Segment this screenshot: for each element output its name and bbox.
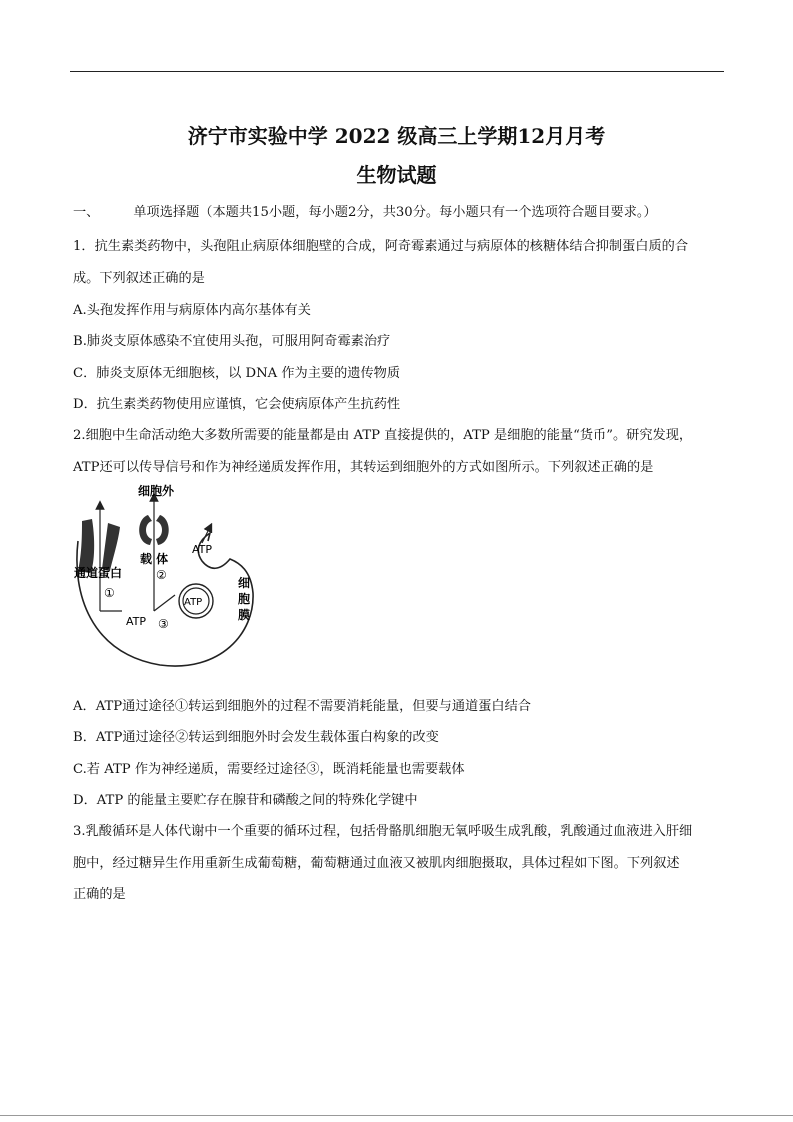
q1-option-d: D．抗生素类药物使用应谨慎，它会使病原体产生抗药性: [73, 397, 401, 412]
q2-option-a: A．ATP通过途径①转运到细胞外的过程不需要消耗能量，但要与通道蛋白结合: [73, 699, 531, 714]
q2-option-c: C.若 ATP 作为神经递质，需要经过途径③，既消耗能量也需要载体: [73, 762, 465, 777]
exam-title: 济宁市实验中学 2022 级高三上学期12月月考: [187, 124, 606, 148]
label-atp-outside: ATP: [192, 543, 213, 556]
label-outside: 细胞外: [138, 484, 175, 498]
label-path2: ②: [156, 568, 167, 582]
q1-option-b: B.肺炎支原体感染不宜使用头孢，可服用阿奇霉素治疗: [73, 334, 391, 349]
label-membrane-3: 膜: [238, 608, 251, 622]
footer-rule: [0, 1115, 793, 1116]
section-number: 一、: [73, 205, 100, 220]
q1-option-c: C．肺炎支原体无细胞核，以 DNA 作为主要的遗传物质: [73, 366, 401, 381]
q1-stem-line2: 成。下列叙述正确的是: [73, 271, 205, 286]
label-membrane-1: 细: [238, 576, 251, 590]
q3-stem-line2: 胞中，经过糖异生作用重新生成葡萄糖，葡萄糖通过血液又被肌肉细胞摄取，具体过程如下图。下列叙述: [73, 856, 680, 871]
label-path3: ③: [158, 617, 169, 631]
label-atp-vesicle: ATP: [184, 597, 203, 608]
section-instructions: 单项选择题（本题共15小题，每小题2分，共30分。每小题只有一个选项符合题目要求。）: [133, 205, 657, 220]
header-rule: [70, 71, 724, 72]
section-heading: [73, 204, 657, 222]
path3-line: [154, 595, 175, 611]
label-channel: 通道蛋白: [74, 566, 123, 580]
channel-protein-right: [102, 523, 120, 571]
atp-transport-figure: [70, 483, 270, 678]
label-carrier: 载 体: [140, 552, 169, 566]
q1-option-a: A.头孢发挥作用与病原体内高尔基体有关: [73, 303, 311, 318]
q2-stem-line1: 2.细胞中生命活动绝大多数所需要的能量都是由 ATP 直接提供的，ATP 是细胞的能量“货币”。研究发现，: [73, 428, 693, 443]
q3-stem-line3: 正确的是: [73, 887, 126, 902]
label-atp-inside: ATP: [126, 615, 147, 628]
exam-subtitle: 生物试题: [356, 163, 437, 187]
label-membrane-2: 胞: [238, 592, 251, 606]
channel-protein-left: [78, 519, 94, 573]
label-path1: ①: [104, 586, 115, 600]
q2-option-b: B．ATP通过途径②转运到细胞外时会发生载体蛋白构象的改变: [73, 730, 439, 745]
q3-stem-line1: 3.乳酸循环是人体代谢中一个重要的循环过程，包括骨骼肌细胞无氧呼吸生成乳酸，乳酸通过血液进入肝细: [73, 824, 693, 839]
q1-stem-line1: 1．抗生素类药物中，头孢阻止病原体细胞壁的合成，阿奇霉素通过与病原体的核糖体结合抑制蛋白质的合: [73, 239, 689, 254]
q2-stem-line2: ATP还可以传导信号和作为神经递质发挥作用，其转运到细胞外的方式如图所示。下列叙述正确的是: [73, 460, 654, 475]
q2-option-d: D．ATP 的能量主要贮存在腺苷和磷酸之间的特殊化学键中: [73, 793, 418, 808]
